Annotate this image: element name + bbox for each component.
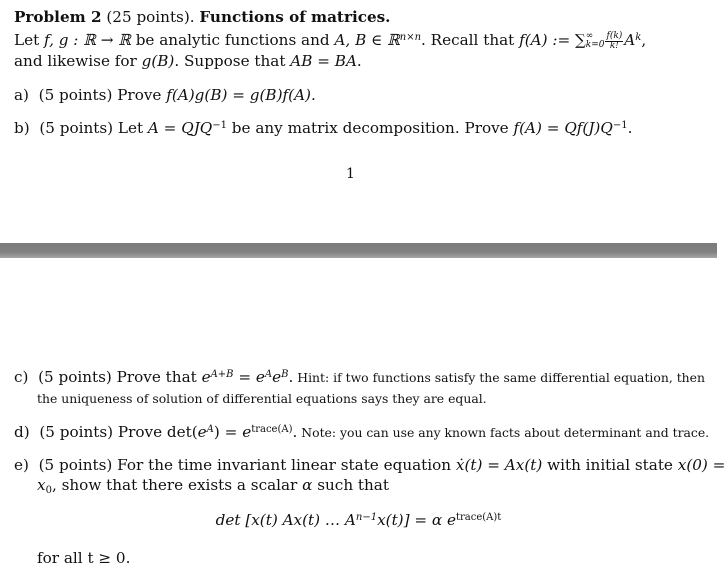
sum-symbol: ∑ — [575, 31, 586, 49]
text: and likewise for — [14, 52, 142, 70]
text: such that — [312, 476, 389, 494]
part-e-line-2 — [37, 476, 389, 494]
page-number: 1 — [346, 166, 355, 182]
text: . — [627, 119, 633, 137]
math-ab-eq: AB = BA — [290, 52, 357, 70]
text: be any matrix decomposition. Prove — [226, 119, 514, 137]
math: x(t)] = α e — [377, 511, 456, 529]
math-dim: n×n — [399, 32, 422, 43]
part-label: e) — [14, 456, 29, 474]
part-label: b) — [14, 119, 30, 137]
math-gB: g(B) — [141, 52, 175, 70]
text: ) = — [213, 423, 243, 441]
text: (5 points) Prove det( — [39, 423, 198, 441]
part-e-line-1 — [14, 456, 725, 474]
part-a — [14, 86, 316, 104]
page-top-sheet — [0, 0, 717, 243]
math: e — [272, 368, 282, 386]
part-e-tail: for all t ≥ 0. — [37, 549, 131, 567]
math-sup: B — [281, 369, 289, 380]
text: . Recall that — [421, 31, 520, 49]
part-c-hint-2: the uniqueness of solution of differential equations says they are equal. — [37, 391, 487, 406]
text: . — [356, 52, 362, 70]
text: , — [641, 31, 647, 49]
math: f(A)g(B) = g(B)f(A). — [166, 86, 316, 104]
part-label: d) — [14, 423, 30, 441]
part-d — [14, 423, 709, 442]
math-ab: A, B ∈ ℝ — [334, 31, 400, 49]
math-sup: A — [206, 424, 214, 435]
math-sup: trace(A) — [251, 424, 293, 435]
math-alpha: α — [302, 476, 313, 494]
sum-lower: k=0 — [585, 40, 605, 50]
math: x — [37, 476, 46, 494]
math-sub: 0 — [45, 485, 52, 496]
intro-line-2 — [14, 52, 362, 70]
math: det [x(t) Ax(t) … A — [215, 511, 356, 529]
text: . Suppose that — [174, 52, 291, 70]
text: . — [292, 423, 298, 441]
part-b — [14, 119, 632, 137]
sum-upper: ∞ — [585, 31, 594, 41]
math-fA: f(A) := — [519, 31, 576, 49]
part-c — [14, 368, 705, 387]
fraction-den: k! — [609, 40, 619, 51]
math: e — [242, 423, 252, 441]
part-label: a) — [14, 86, 29, 104]
math: e — [197, 423, 207, 441]
math-A: A — [624, 31, 636, 49]
text: (5 points) For the time invariant linear state equation — [38, 456, 456, 474]
text: with initial state — [542, 456, 678, 474]
text: . — [288, 368, 294, 386]
sum-limits — [586, 32, 605, 50]
problem-points: (25 points). — [106, 8, 195, 26]
text: (5 points) Prove — [38, 86, 167, 104]
math-sup: −1 — [212, 120, 227, 131]
math: e — [255, 368, 265, 386]
part-label: c) — [14, 368, 29, 386]
math: f(A) = Qf(J)Q — [513, 119, 613, 137]
note-text: Note: you can use any known facts about determinant and trace. — [297, 425, 710, 440]
math-sup: A — [264, 369, 273, 380]
text: be analytic functions and — [130, 31, 335, 49]
math-sup: −1 — [612, 120, 628, 131]
text: , show that there exists a scalar — [51, 476, 303, 494]
intro-line-1 — [14, 31, 646, 51]
fraction-num: f(k) — [606, 30, 623, 41]
math-sup: trace(A)t — [455, 512, 502, 523]
math: x(0) = — [677, 456, 725, 474]
display-equation — [0, 511, 717, 529]
math: A = QJQ — [147, 119, 213, 137]
math-k: k — [635, 32, 642, 43]
math: e — [201, 368, 211, 386]
problem-title — [14, 8, 390, 26]
text: (5 points) Let — [39, 119, 148, 137]
problem-name: Functions of matrices. — [199, 8, 391, 26]
fraction — [605, 32, 623, 51]
hint-text: Hint: if two functions satisfy the same differential equation, then — [293, 370, 705, 385]
text: (5 points) Prove that — [38, 368, 202, 386]
problem-number: Problem 2 — [14, 8, 102, 26]
math-fg: f, g : ℝ → ℝ — [44, 31, 131, 49]
page-bottom-sheet — [0, 258, 717, 579]
math-sup: n−1 — [355, 512, 378, 523]
page-divider — [0, 243, 717, 258]
text: Let — [14, 31, 45, 49]
math: ẋ(t) = Ax(t) — [455, 456, 543, 474]
math-sup: A+B — [210, 369, 234, 380]
text: = — [233, 368, 256, 386]
